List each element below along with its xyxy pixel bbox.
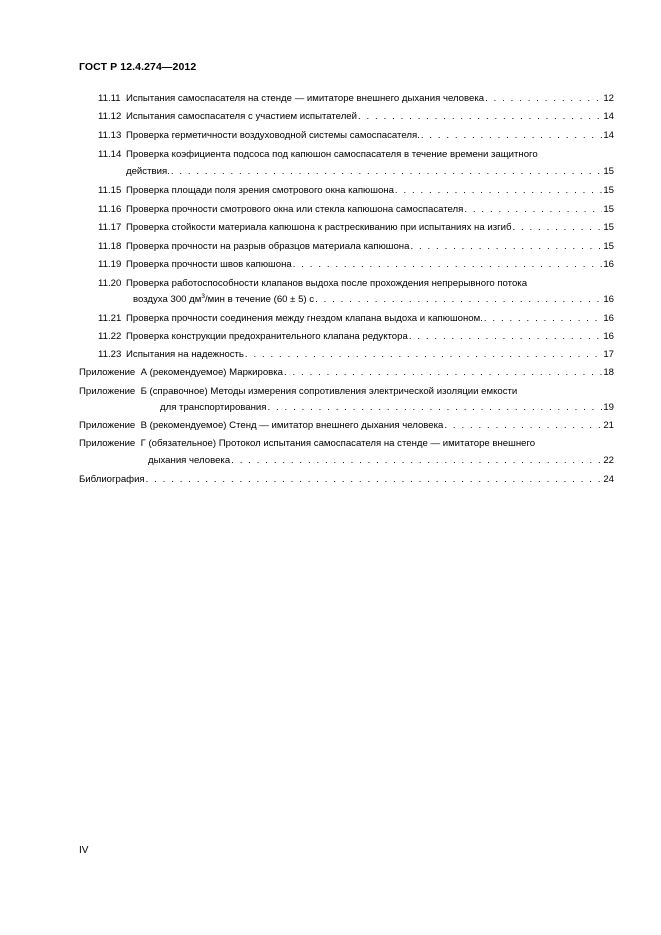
toc-title: Испытания самоспасателя с участием испытателей (126, 111, 357, 122)
dot-leader (284, 367, 602, 379)
dot-leader (444, 420, 602, 432)
page-number: IV (79, 845, 89, 856)
toc-entry-11-14[interactable] (98, 149, 614, 161)
toc-title-part: воздуха 300 дм (133, 294, 202, 305)
toc-page: 16 (603, 294, 614, 305)
toc-entry-11-16[interactable] (98, 204, 614, 216)
toc-entry-appendix-g-cont[interactable] (148, 455, 614, 467)
toc-page: 16 (603, 331, 614, 342)
dot-leader (512, 222, 602, 234)
toc-number: 11.16 (98, 204, 122, 215)
toc-title: Испытания самоспасателя на стенде — имитаторе внешнего дыхания человека (126, 93, 485, 104)
toc-entry-11-23[interactable] (98, 349, 614, 361)
toc-title: Проверка прочности смотрового окна или стекла капюшона самоспасателя (126, 204, 464, 215)
dot-leader (395, 185, 602, 197)
toc-page: 15 (603, 204, 614, 215)
dot-leader (421, 130, 603, 142)
toc-number: 11.21 (98, 313, 122, 324)
toc-entry-11-13[interactable] (98, 130, 614, 142)
dot-leader (315, 294, 602, 306)
toc-title: Библиография (79, 474, 145, 485)
toc-page: 15 (603, 166, 614, 177)
toc-title: Проверка прочности соединения между гнездом клапана выдоха и капюшоном. (126, 313, 483, 324)
toc-entry-appendix-a[interactable] (79, 367, 614, 379)
toc-number: 11.17 (98, 222, 122, 233)
toc-title: Проверка конструкции предохранительного клапана редуктора (126, 331, 408, 342)
dot-leader (409, 331, 603, 343)
toc-entry-11-11[interactable] (98, 93, 614, 105)
toc-number: 11.23 (98, 349, 122, 360)
toc-entry-appendix-b[interactable] (79, 386, 614, 398)
toc-title: Приложение Г (обязательное) Протокол испытания самоспасателя на стенде — имитаторе внешнего (79, 438, 536, 449)
toc-title: Проверка коэфициента подсоса под капюшон самоспасателя в течение времени защитного (126, 149, 538, 160)
toc-page: 15 (603, 185, 614, 196)
toc-page: 19 (603, 402, 614, 413)
toc-title: Приложение А (рекомендуемое) Маркировка (79, 367, 283, 378)
toc-title: Проверка герметичности воздуховодной системы самоспасателя. (126, 130, 420, 141)
toc-entry-11-12[interactable] (98, 111, 614, 123)
toc-entry-11-20-cont[interactable] (133, 294, 614, 306)
toc-page: 21 (603, 420, 614, 431)
toc-title: Приложение В (рекомендуемое) Стенд — имитатор внешнего дыхания человека (79, 420, 444, 431)
toc-number: 11.13 (98, 130, 122, 141)
dot-leader (146, 474, 603, 486)
toc-page: 16 (603, 313, 614, 324)
toc-title-cont: дыхания человека (148, 455, 231, 466)
toc-number: 11.12 (98, 111, 122, 122)
document-header: ГОСТ Р 12.4.274—2012 (79, 61, 197, 73)
dot-leader (171, 166, 603, 178)
toc-title-cont (133, 294, 314, 306)
dot-leader (293, 259, 603, 271)
dot-leader (267, 402, 602, 414)
toc-entry-11-14-cont[interactable] (126, 166, 614, 178)
toc-entry-appendix-g[interactable] (79, 438, 614, 450)
toc-page: 15 (603, 241, 614, 252)
dot-leader (485, 93, 602, 105)
toc-entry-11-21[interactable] (98, 313, 614, 325)
toc-entry-11-18[interactable] (98, 241, 614, 253)
toc-title-cont: для транспортирования (160, 402, 267, 413)
dot-leader (245, 349, 602, 361)
dot-leader (484, 313, 602, 325)
toc-page: 16 (603, 259, 614, 270)
toc-title: Проверка работоспособности клапанов выдоха после прохождения непрерывного потока (126, 278, 528, 289)
toc-page: 15 (603, 222, 614, 233)
toc-page: 14 (603, 130, 614, 141)
superscript: 3 (201, 292, 205, 300)
toc-page: 24 (603, 474, 614, 485)
dot-leader (464, 204, 602, 216)
toc-entry-bibliography[interactable] (79, 474, 614, 486)
toc-title-cont: действия. (126, 166, 170, 177)
toc-entry-11-15[interactable] (98, 185, 614, 197)
toc-title: Проверка прочности на разрыв образцов материала капюшона (126, 241, 410, 252)
toc-number: 11.20 (98, 278, 122, 289)
toc-title-part: /мин в течение (60 ± 5) с (204, 294, 315, 305)
toc-number: 11.14 (98, 149, 122, 160)
toc-title: Проверка площади поля зрения смотрового окна капюшона (126, 185, 394, 196)
toc-entry-11-17[interactable] (98, 222, 614, 234)
toc-entry-11-20[interactable] (98, 278, 614, 290)
toc-entry-appendix-b-cont[interactable] (160, 402, 614, 414)
toc-page: 12 (603, 93, 614, 104)
toc-number: 11.18 (98, 241, 122, 252)
toc-title: Проверка прочности швов капюшона (126, 259, 292, 270)
toc-entry-11-22[interactable] (98, 331, 614, 343)
toc-title: Испытания на надежность (126, 349, 244, 360)
toc-page: 17 (603, 349, 614, 360)
toc-page: 18 (603, 367, 614, 378)
toc-entry-appendix-v[interactable] (79, 420, 614, 432)
toc-number: 11.22 (98, 331, 122, 342)
toc-page: 22 (603, 455, 614, 466)
toc-number: 11.15 (98, 185, 122, 196)
toc-entry-11-19[interactable] (98, 259, 614, 271)
toc-number: 11.19 (98, 259, 122, 270)
toc-title: Приложение Б (справочное) Методы измерения сопротивления электрической изоляции емкости (79, 386, 518, 397)
dot-leader (358, 111, 602, 123)
toc-page: 14 (603, 111, 614, 122)
toc-title: Проверка стойкости материала капюшона к растрескиванию при испытаниях на изгиб (126, 222, 512, 233)
dot-leader (410, 241, 602, 253)
toc-number: 11.11 (98, 93, 121, 104)
dot-leader (231, 455, 602, 467)
